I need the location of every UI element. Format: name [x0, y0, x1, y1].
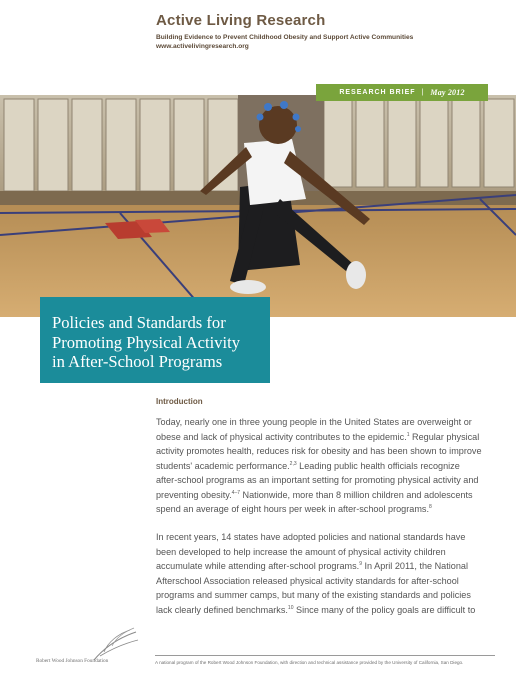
text-line: lack clearly defined benchmarks.$^{10}$ Since many of the policy goals are difficult to: [156, 604, 476, 615]
document-title: [40, 297, 270, 383]
title-line: Promoting Physical Activity: [52, 332, 241, 352]
text-line: after-school programs as an important setting for promoting physical activity and: [156, 475, 479, 485]
title-line: in After-School Programs: [52, 352, 223, 371]
brief-separator: |: [421, 89, 425, 96]
brief-date: May 2012: [430, 88, 465, 97]
text-line: activity promotes health, reduces risk for obesity and has been shown to improve: [156, 446, 482, 456]
text-line: Today, nearly one in three young people in the United States are overweight or: [156, 417, 472, 427]
footnote-ref[interactable]: 10: [287, 604, 294, 611]
footer-note: A national program of the Robert Wood Johnson Foundation, with direction and technical assistance provided by the University of California, San Diego.: [155, 660, 464, 665]
research-brief-badge: [316, 84, 488, 101]
text-line: spend an average of eight hours per week in after-school programs.$^8$: [156, 503, 432, 514]
brand-tagline: Building Evidence to Prevent Childhood Obesity and Support Active Communities: [156, 34, 414, 41]
text-line: been developed to help increase the amount of physical activity children: [156, 546, 446, 557]
footnote-ref[interactable]: 2,3: [289, 460, 297, 467]
text-line: obese and lack of physical activity contributes to the epidemic.$^1$ Regular physical: [156, 431, 480, 442]
brand-name: Active Living Research: [156, 12, 326, 29]
footnote-ref[interactable]: 9: [359, 560, 362, 567]
foundation-name: Robert Wood Johnson Foundation: [36, 658, 109, 664]
footnote-ref[interactable]: 4–7: [231, 489, 241, 496]
intro-paragraph-1: [156, 415, 496, 517]
text-line: In recent years, 14 states have adopted policies and national standards have: [156, 532, 466, 542]
masthead: [156, 12, 413, 50]
title-line: Policies and Standards for: [52, 313, 226, 332]
footnote-ref[interactable]: 8: [428, 503, 432, 510]
footer-divider: [155, 655, 495, 656]
section-heading-introduction: Introduction: [156, 397, 203, 406]
website-url[interactable]: www.activelivingresearch.org: [156, 43, 249, 50]
text-line: accumulate while attending after-school programs.$^9$ In April 2011, the National: [156, 560, 468, 571]
text-line: students' academic performance.$^{2,3}$ Leading public health officials recognize: [156, 460, 460, 471]
intro-paragraph-2: [156, 530, 496, 617]
footnote-ref[interactable]: 1: [406, 431, 410, 438]
hero-photo: [0, 95, 516, 317]
child-jumping-gym-photo: [0, 95, 516, 317]
brief-label: RESEARCH BRIEF: [339, 89, 416, 96]
text-line: Afterschool Association released physical activity standards for after-school: [156, 575, 459, 586]
text-line: programs and summer camps, but many of the existing standards and policies: [156, 590, 471, 600]
text-line: preventing obesity.$^{4-7}$ Nationwide, more than 8 million children and adolescents: [156, 489, 473, 500]
